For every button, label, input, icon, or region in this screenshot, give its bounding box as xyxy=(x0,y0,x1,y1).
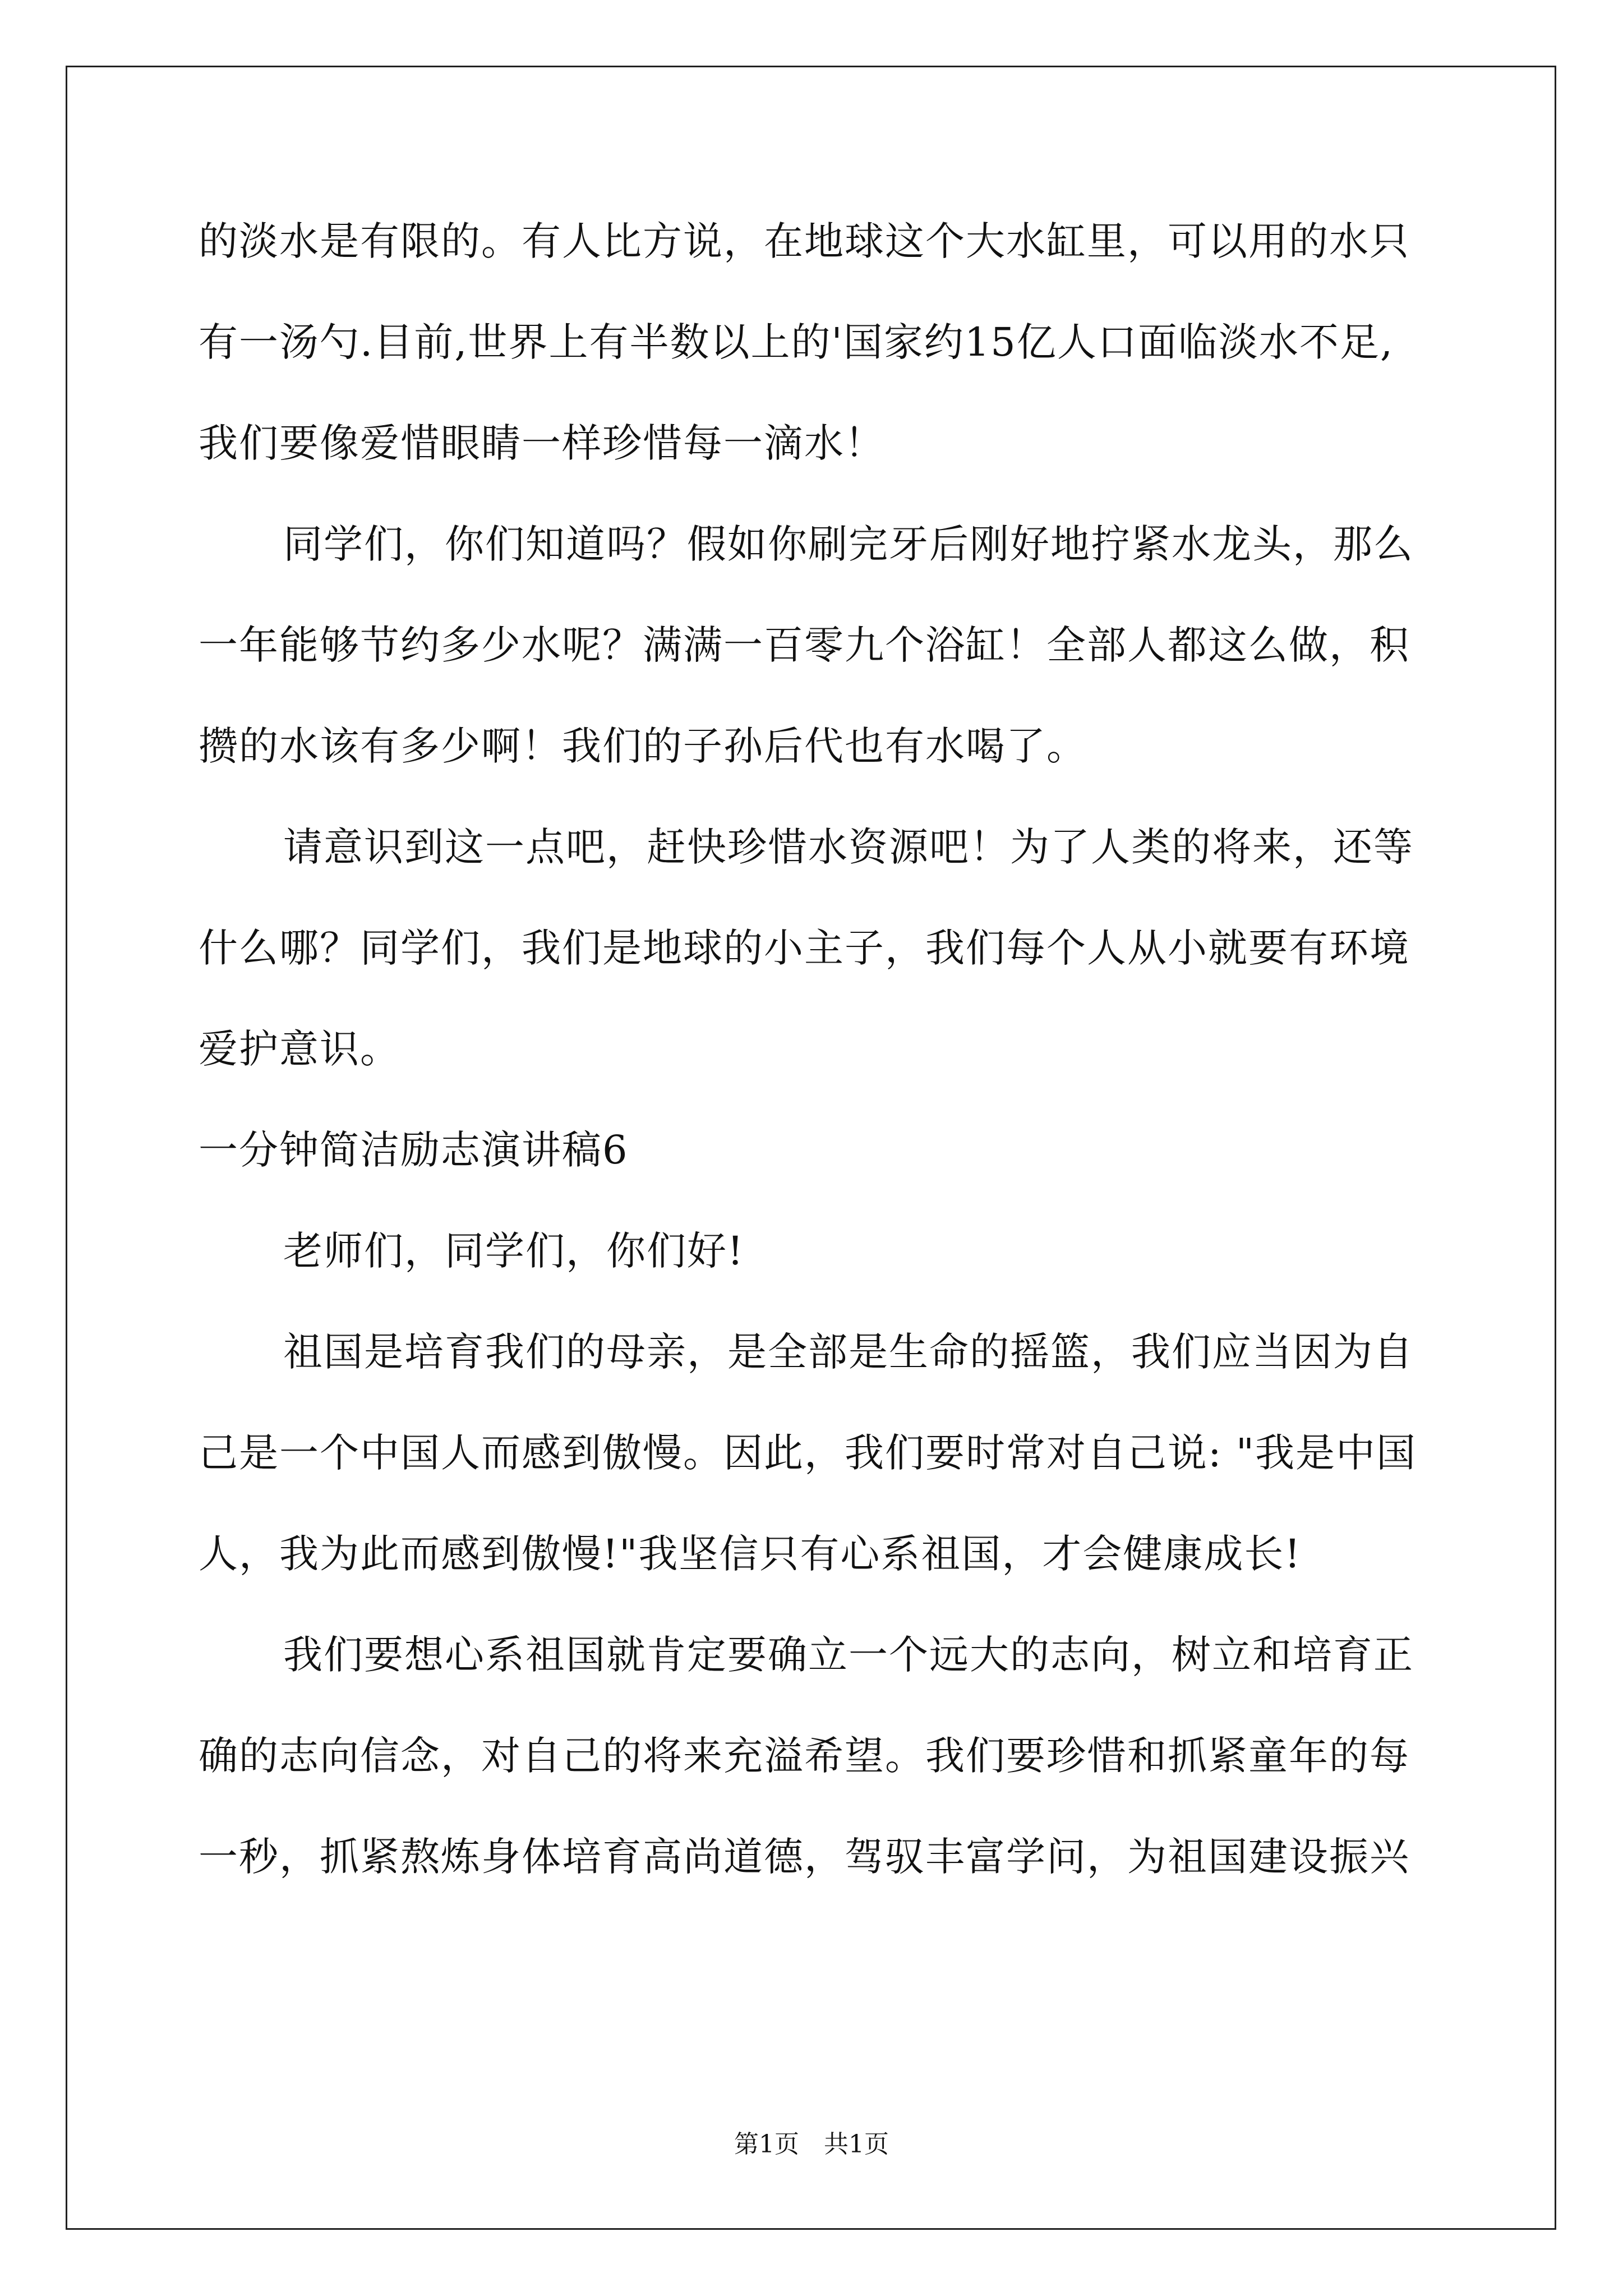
body-text-line: 一秒，抓紧熬炼身体培育高尚道德，驾驭丰富学问，为祖国建设振兴 xyxy=(199,1834,1410,1880)
body-text-line: 一年能够节约多少水呢？满满一百零九个浴缸！全部人都这么做，积 xyxy=(199,622,1410,668)
body-text-line: 什么哪？同学们，我们是地球的小主子，我们每个人从小就要有环境 xyxy=(199,925,1410,971)
body-text-line: 有一汤勺.目前,世界上有半数以上的'国家约15亿人口面临淡水不足, xyxy=(199,319,1394,365)
paragraph-first-line: 请意识到这一点吧，赶快珍惜水资源吧！为了人类的将来，还等 xyxy=(283,824,1414,870)
body-text-line: 确的志向信念，对自己的将来充溢希望。我们要珍惜和抓紧童年的每 xyxy=(199,1733,1410,1779)
body-text-line: 攒的水该有多少啊！我们的子孙后代也有水喝了。 xyxy=(199,723,1087,769)
body-text-line: 人，我为此而感到傲慢!"我坚信只有心系祖国，才会健康成长! xyxy=(199,1531,1302,1577)
section-heading: 一分钟简洁励志演讲稿6 xyxy=(199,1127,629,1173)
paragraph-first-line: 同学们，你们知道吗？假如你刷完牙后刚好地拧紧水龙头，那么 xyxy=(283,521,1414,567)
greeting-line: 老师们，同学们，你们好! xyxy=(283,1228,745,1274)
body-text-line: 的淡水是有限的。有人比方说，在地球这个大水缸里，可以用的水只 xyxy=(199,218,1410,264)
body-text-line: 爱护意识。 xyxy=(199,1026,400,1072)
page-footer: 第1页 共1页 xyxy=(734,2130,889,2159)
body-text-line: 己是一个中国人而感到傲慢。因此，我们要时常对自己说: "我是中国 xyxy=(199,1430,1417,1476)
body-text-line: 我们要像爱惜眼睛一样珍惜每一滴水！ xyxy=(199,420,885,466)
paragraph-first-line: 我们要想心系祖国就肯定要确立一个远大的志向，树立和培育正 xyxy=(283,1632,1414,1678)
paragraph-first-line: 祖国是培育我们的母亲，是全部是生命的摇篮，我们应当因为自 xyxy=(283,1329,1414,1375)
